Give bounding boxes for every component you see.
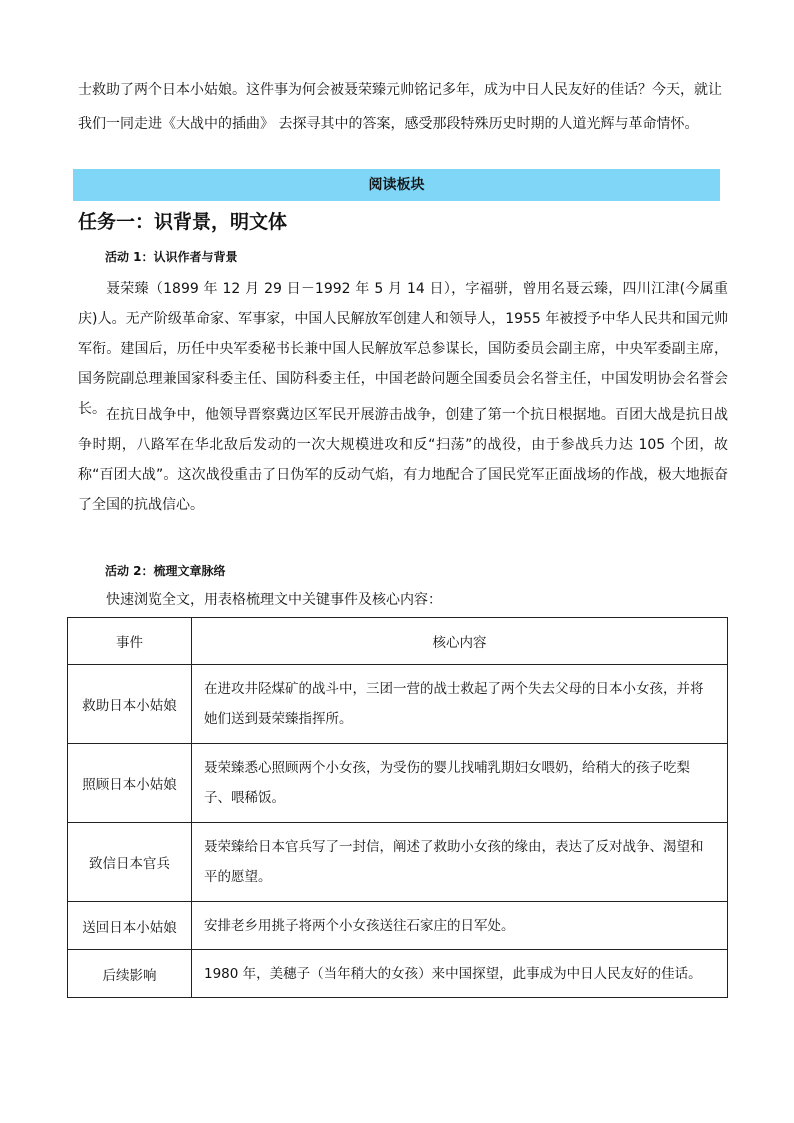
intro-line-1: 士救助了两个日本小姑娘。这件事为何会被聂荣臻元帅铭记多年，成为中日人民友好的佳话？今天，就让 [78,82,722,98]
intro-line-2: 我们一同走进《大战中的插曲》 去探寻其中的答案，感受那段特殊历史时期的人道光辉与革命情怀。 [78,116,699,132]
task-one-title: 任务一：识背景，明文体 [78,211,288,233]
reading-section-banner: 阅读板块 [73,169,720,201]
content-cell: 1980 年，美穗子（当年稍大的女孩）来中国探望，此事成为中日人民友好的佳话。 [192,950,728,998]
table-row [68,823,728,902]
content-cell: 在进攻井陉煤矿的战斗中，三团一营的战士救起了两个失去父母的日本小女孩，并将她们送到聂荣臻指挥所。 [192,665,728,744]
content-cell: 聂荣臻给日本官兵写了一封信，阐述了救助小女孩的缘由，表达了反对战争、渴望和平的愿望。 [192,823,728,902]
author-bio-paragraph: 聂荣臻（1899 年 12 月 29 日－1992 年 5 月 14 日），字福骈，曾用名聂云臻，四川江津(今属重庆)人。无产阶级革命家、军事家，中国人民解放军创建人和领导人，1955 年被授予中华人民共和国元帅军衔。建国后，历任中央军委秘书长兼中国人民解放军总参谋长，国防委员会副主席，中央军委副主席，国务院副总理兼国家科委主任、国防科委主任，中国老龄问题全国委员会名誉主任，中国发明协会名誉会长。 [78,281,728,417]
event-cell: 后续影响 [68,950,192,998]
table-row [68,744,728,823]
activity-2-instruction: 快速浏览全文，用表格梳理文中关键事件及核心内容： [106,592,442,608]
background-paragraph: 在抗日战争中，他领导晋察冀边区军民开展游击战争，创建了第一个抗日根据地。百团大战是抗日战争时期，八路军在华北敌后发动的一次大规模进攻和反“扫荡”的战役，由于参战兵力达 105 个团，故称“百团大战”。这次战役重击了日伪军的反动气焰，有力地配合了国民党军正面战场的作战，极大地振奋了全国的抗战信心。 [78,407,728,513]
header-core-content: 核心内容 [192,618,728,665]
table-row [68,950,728,998]
table-header-row [68,618,728,665]
header-event: 事件 [68,618,192,665]
event-cell: 致信日本官兵 [68,823,192,902]
table-row [68,902,728,950]
content-cell: 聂荣臻悉心照顾两个小女孩，为受伤的婴儿找哺乳期妇女喂奶，给稍大的孩子吃梨子、喂稀饭。 [192,744,728,823]
table-row [68,665,728,744]
activity-1-title: 活动 1：认识作者与背景 [105,250,238,264]
events-table [67,617,728,998]
activity-2-title: 活动 2：梳理文章脉络 [105,564,226,578]
content-cell: 安排老乡用挑子将两个小女孩送往石家庄的日军处。 [192,902,728,950]
event-cell: 送回日本小姑娘 [68,902,192,950]
event-cell: 照顾日本小姑娘 [68,744,192,823]
event-cell: 救助日本小姑娘 [68,665,192,744]
